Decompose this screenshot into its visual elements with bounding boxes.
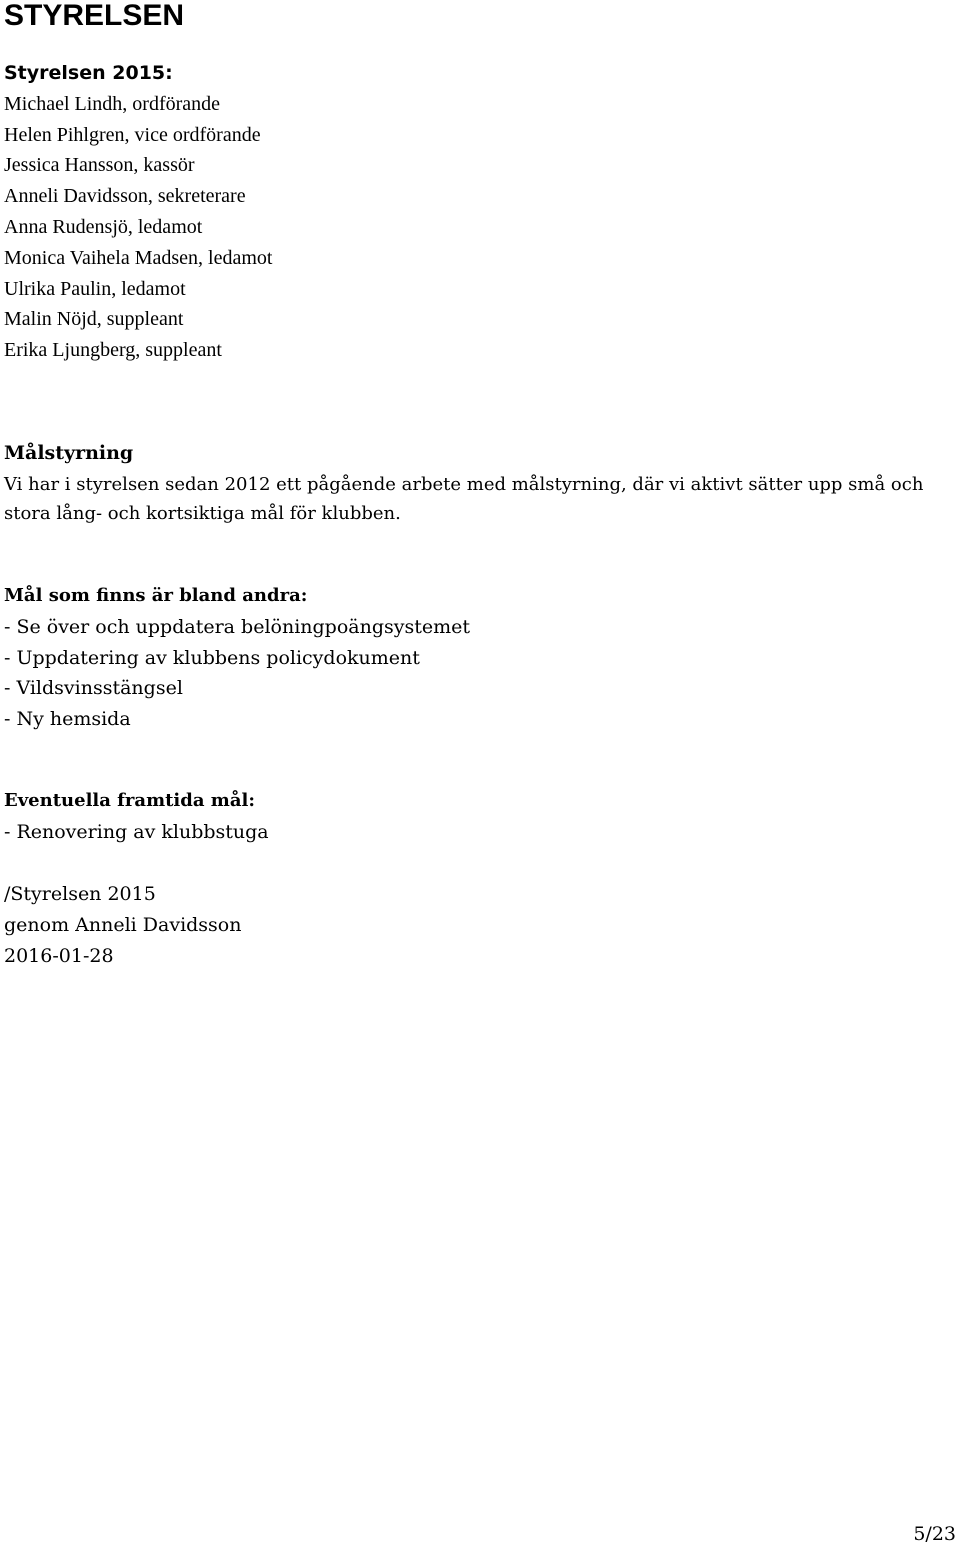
current-goals-section (4, 581, 470, 735)
board-member: Monica Vaihela Madsen, ledamot (4, 246, 273, 269)
future-goals-heading: Eventuella framtida mål: (4, 790, 255, 811)
goal-management-heading: Målstyrning (4, 442, 134, 464)
board-member: Anna Rudensjö, ledamot (4, 215, 203, 238)
goal-management-text: Vi har i styrelsen sedan 2012 ett pågående arbete med målstyrning, där vi aktivt sätter upp små och stora lång- och kortsiktiga mål för klubben. (4, 474, 924, 524)
goal-item: - Uppdatering av klubbens policydokument (4, 646, 420, 669)
signature-author: genom Anneli Davidsson (4, 913, 242, 936)
signature-line: /Styrelsen 2015 (4, 883, 156, 905)
board-heading: Styrelsen 2015: (4, 62, 173, 84)
page-number: 5/23 (913, 1523, 956, 1545)
goal-item: - Vildsvinsstängsel (4, 677, 183, 700)
board-section (4, 58, 272, 366)
goal-item: - Se över och uppdatera belöningpoängsystemet (4, 615, 471, 638)
future-goals-section (4, 786, 269, 848)
goal-item: - Ny hemsida (4, 708, 131, 731)
goal-item: - Renovering av klubbstuga (4, 820, 269, 843)
current-goals-heading: Mål som finns är bland andra: (4, 585, 308, 606)
signature-section (4, 879, 241, 971)
signature-date: 2016-01-28 (4, 944, 114, 967)
board-member: Michael Lindh, ordförande (4, 92, 221, 115)
goal-management-section (4, 436, 944, 528)
board-member: Malin Nöjd, suppleant (4, 308, 184, 331)
board-member: Erika Ljungberg, suppleant (4, 339, 222, 362)
board-member: Jessica Hansson, kassör (4, 154, 195, 177)
board-member: Helen Pihlgren, vice ordförande (4, 123, 261, 146)
page-title: STYRELSEN (4, 0, 185, 32)
board-member: Ulrika Paulin, ledamot (4, 277, 186, 300)
board-member: Anneli Davidsson, sekreterare (4, 185, 246, 208)
